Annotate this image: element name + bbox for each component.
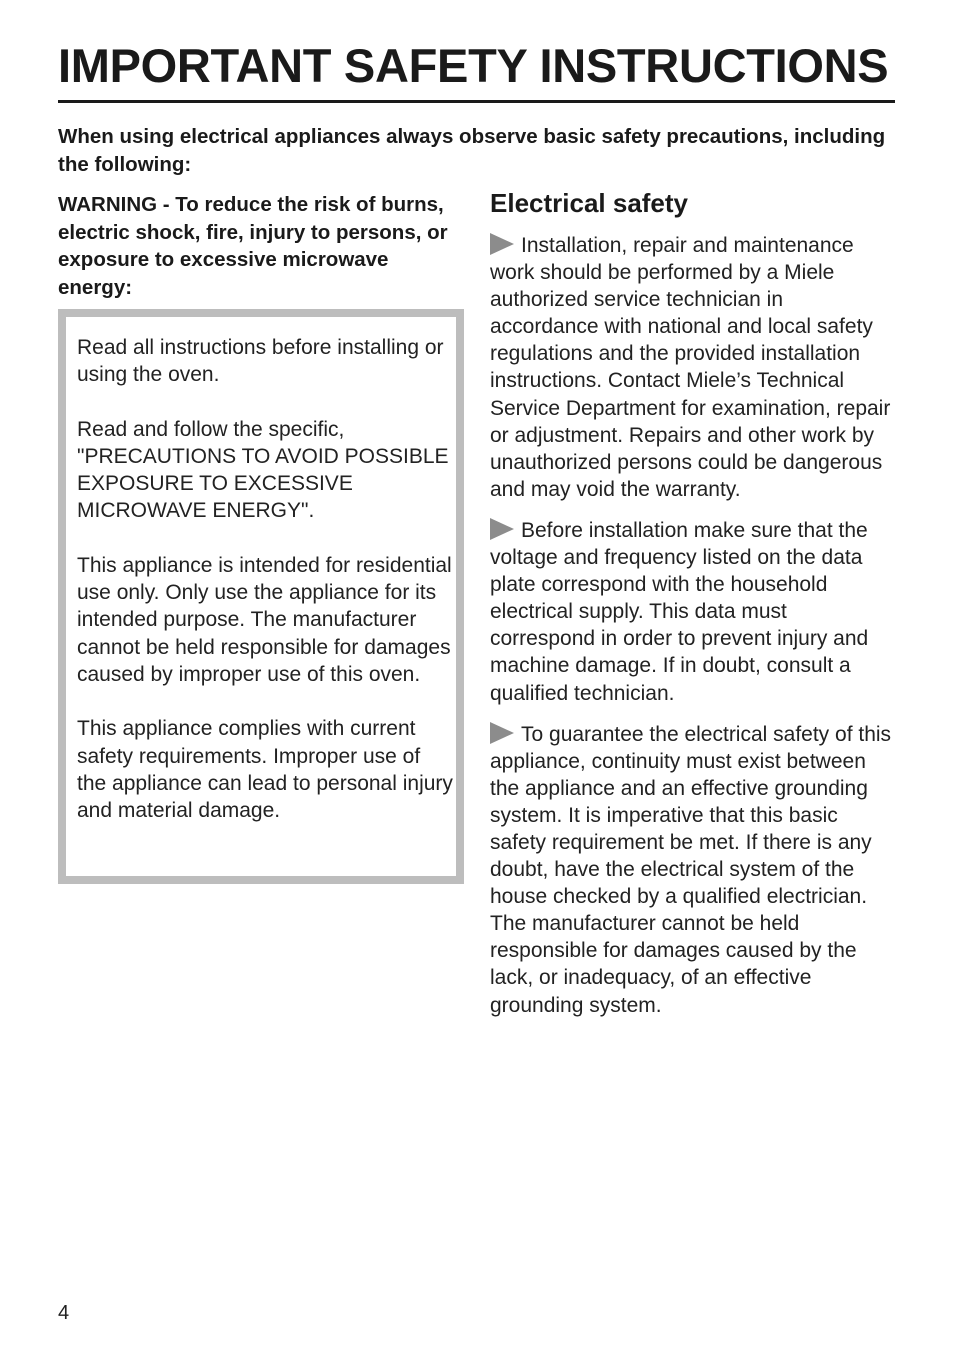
- bullet-item: [490, 232, 896, 503]
- notice-paragraph: This appliance complies with current safety requirements. Improper use of the appliance can lead to personal injury and material damage.: [77, 717, 453, 823]
- triangle-arrow-icon: [490, 233, 514, 255]
- notice-content: [77, 334, 455, 824]
- bullet-item: [490, 721, 896, 1019]
- title-divider: [58, 100, 895, 103]
- notice-paragraph: This appliance is intended for residential use only. Only use the appliance for its intended purpose. The manufacturer cannot be held responsible for damages caused by improper use of this oven.: [77, 553, 452, 686]
- triangle-arrow-icon: [490, 722, 514, 744]
- electrical-safety-section: [490, 186, 896, 1033]
- triangle-arrow-icon: [490, 518, 514, 540]
- bullet-item-text: Before installation make sure that the voltage and frequency listed on the data plate correspond with the household electrical supply. This data must correspond in order to prevent injury and machine damage. If in doubt, consult a qualified technician.: [490, 518, 869, 705]
- bullet-item-text: To guarantee the electrical safety of this appliance, continuity must exist between the appliance and an effective grounding system. It is imperative that this basic safety requirement be met. If there is any doubt, have the electrical system of the house checked by a qualified electrician. The manufacturer cannot be held responsible for damages caused by the lack, or inadequacy, of an effective grounding system.: [490, 722, 892, 1017]
- section-heading: Electrical safety: [490, 188, 689, 218]
- warning-text: WARNING - To reduce the risk of burns, electric shock, fire, injury to persons, or exposure to excessive microwave energy:: [58, 193, 448, 299]
- bullet-item: [490, 517, 896, 707]
- notice-paragraph: Read and follow the specific, "PRECAUTIONS TO AVOID POSSIBLE EXPOSURE TO EXCESSIVE MICROWAVE ENERGY".: [77, 417, 449, 523]
- intro-text: When using electrical appliances always observe basic safety precautions, including the following:: [58, 125, 886, 176]
- page-number: 4: [58, 1302, 70, 1324]
- page-title: IMPORTANT SAFETY INSTRUCTIONS: [58, 39, 889, 92]
- bullet-item-text: Installation, repair and maintenance work should be performed by a Miele authorized service technician in accordance with national and local safety regulations and the provided installation instructions. Contact Miele’s Technical Service Department for examination, repair or adjustment. Repairs and other work by unauthorized persons could be dangerous and may void the warranty.: [490, 234, 891, 501]
- notice-paragraph: Read all instructions before installing or using the oven.: [77, 336, 444, 387]
- notice-box: [58, 309, 464, 884]
